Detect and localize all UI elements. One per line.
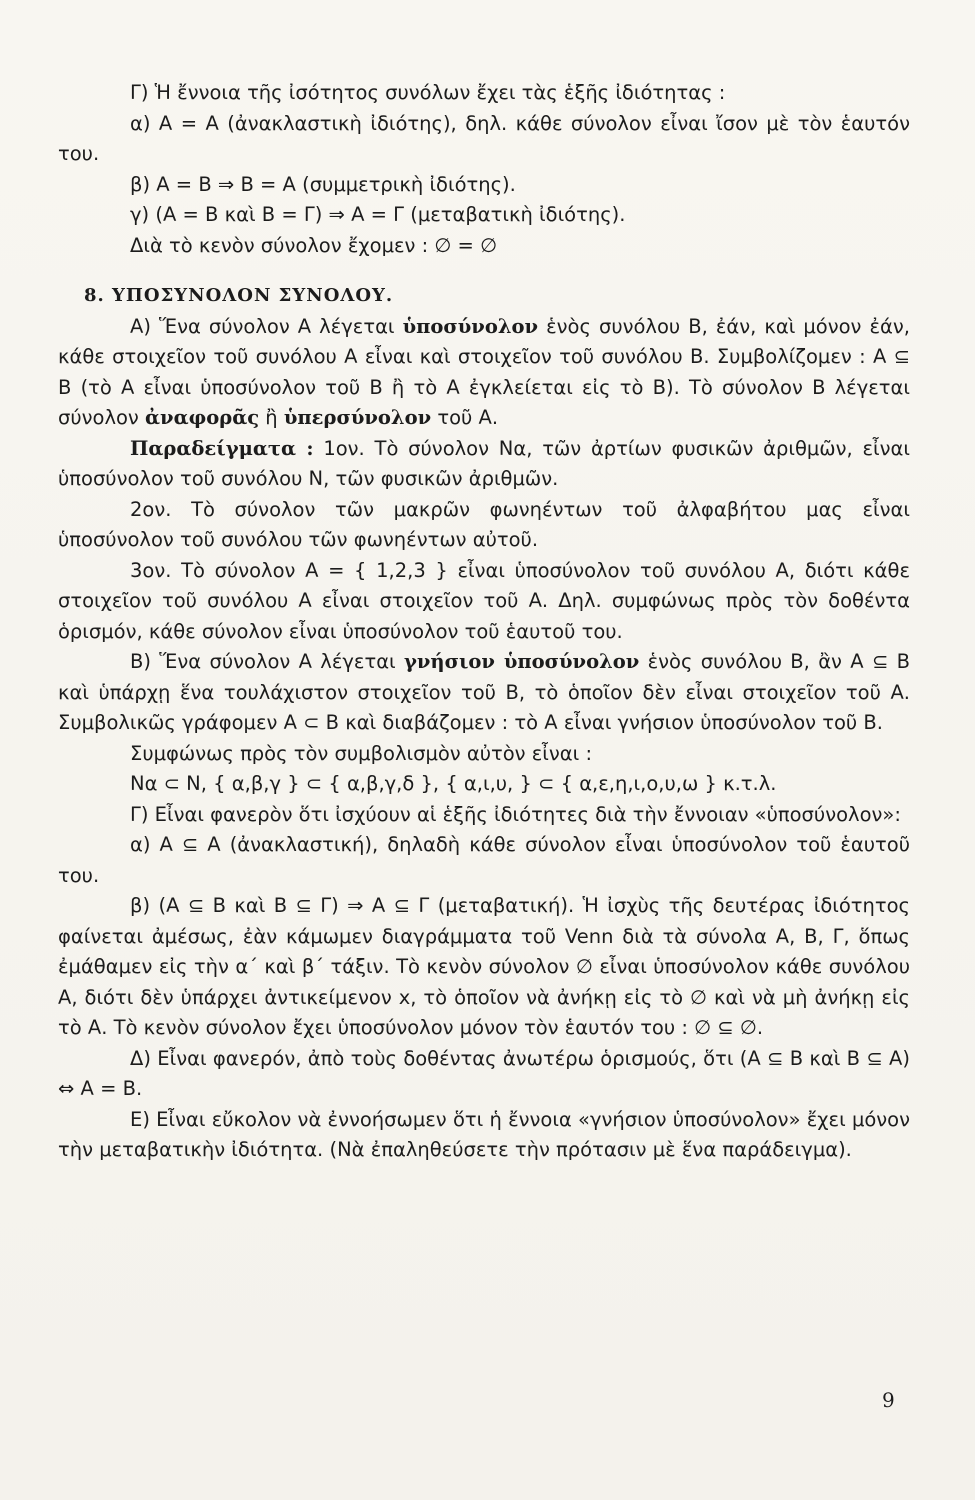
term-proper-subset: γνήσιον ὑποσύνολον bbox=[403, 650, 640, 673]
proper-subset-definition: Β) Ἕνα σύνολον Α λέγεται γνήσιον ὑποσύνολον ἑνὸς συνόλου Β, ἂν Α ⊆ Β καὶ ὑπάρχῃ ἕνα τουλάχιστον στοιχεῖον τοῦ Β, τὸ ὁποῖον δὲν εἶναι στοιχεῖον τοῦ Α. Συμβολικῶς γράφομεν Α ⊂ Β καὶ διαβάζομεν : τὸ Α εἶναι γνήσιον ὑποσύνολον τοῦ Β. bbox=[58, 650, 910, 734]
page-number: 9 bbox=[882, 1388, 895, 1412]
empty-set-equality: Διὰ τὸ κενὸν σύνολον ἔχομεν : ∅ = ∅ bbox=[130, 233, 498, 257]
example-1: Παραδείγματα : 1ον. Τὸ σύνολον Να, τῶν ἀρτίων φυσικῶν ἀριθμῶν, εἶναι ὑποσύνολον τοῦ συνόλου Ν, τῶν φυσικῶν ἀριθμῶν. bbox=[58, 436, 910, 490]
subset-definition: Α) Ἕνα σύνολον Α λέγεται ὑποσύνολον ἑνὸς συνόλου Β, ἐάν, καὶ μόνον ἐάν, κάθε στοιχεῖον τοῦ συνόλου Α εἶναι καὶ στοιχεῖον τοῦ συνόλου Β. Συμβολίζομεν : Α ⊆ Β (τὸ Α εἶναι ὑποσύνολον τοῦ Β ἢ τὸ Α ἐγκλείεται εἰς τὸ Β). Τὸ σύνολον Β λέγεται σύνολον ἀναφορᾶς ἢ ὑπερσύνολον τοῦ Α. bbox=[58, 314, 910, 429]
property-reflexive: α) Α = Α (ἀνακλαστικὴ ἰδιότης), δηλ. κάθε σύνολον εἶναι ἴσον μὲ τὸν ἑαυτόν του. bbox=[58, 111, 910, 165]
term-subset: ὑποσύνολον bbox=[402, 314, 539, 338]
term-reference: ἀναφορᾶς bbox=[145, 406, 260, 429]
proper-subset-transitivity: Ε) Εἶναι εὔκολον νὰ ἐννοήσωμεν ὅτι ἡ ἔννοια «γνήσιον ὑποσύνολον» ἔχει μόνον τὴν μεταβατικὴν ἰδιότητα. (Νὰ ἐπαληθεύσετε τὴν πρότασιν μὲ ἕνα παράδειγμα). bbox=[58, 1107, 910, 1161]
property-transitive: γ) (Α = Β καὶ Β = Γ) ⇒ Α = Γ (μεταβατικὴ ἰδιότης). bbox=[130, 203, 626, 226]
term-superset: ὑπερσύνολον bbox=[283, 406, 432, 429]
subset-reflexive: α) Α ⊆ Α (ἀνακλαστική), δηλαδὴ κάθε σύνολον εἶναι ὑποσύνολον τοῦ ἑαυτοῦ του. bbox=[58, 833, 910, 887]
notation-accord: Συμφώνως πρὸς τὸν συμβολισμὸν αὐτὸν εἶναι : bbox=[130, 741, 593, 765]
examples-label: Παραδείγματα : bbox=[130, 436, 314, 460]
equality-properties-intro: Γ) Ἡ ἔννοια τῆς ἰσότητος συνόλων ἔχει τὰς ἑξῆς ἰδιότητας : bbox=[130, 81, 726, 104]
notation-formula: Να ⊂ Ν, { α,β,γ } ⊂ { α,β,γ,δ }, { α,ι,υ, } ⊂ { α,ε,η,ι,ο,υ,ω } κ.τ.λ. bbox=[130, 772, 777, 795]
subset-equality-equivalence: Δ) Εἶναι φανερόν, ἀπὸ τοὺς δοθέντας ἀνωτέρω ὁρισμούς, ὅτι (Α ⊆ Β καὶ Β ⊆ Α) ⇔ Α = Β. bbox=[58, 1046, 910, 1100]
subset-properties-intro: Γ) Εἶναι φανερὸν ὅτι ἰσχύουν αἱ ἑξῆς ἰδιότητες διὰ τὴν ἔννοιαν «ὑποσύνολον»: bbox=[130, 802, 901, 826]
page-text bbox=[58, 78, 910, 1166]
property-symmetric: β) Α = Β ⇒ Β = Α (συμμετρικὴ ἰδιότης). bbox=[130, 172, 516, 196]
example-2: 2ον. Τὸ σύνολον τῶν μακρῶν φωνηέντων τοῦ ἀλφαβήτου μας εἶναι ὑποσύνολον τοῦ συνόλου τῶν φωνηέντων αὐτοῦ. bbox=[58, 497, 910, 551]
subset-transitive: β) (Α ⊆ Β καὶ Β ⊆ Γ) ⇒ Α ⊆ Γ (μεταβατική). Ἡ ἰσχὺς τῆς δευτέρας ἰδιότητος φαίνεται ἀμέσως, ἐὰν κάμωμεν διαγράμματα τοῦ Venn διὰ τὰ σύνολα Α, Β, Γ, ὅπως ἐμάθαμεν εἰς τὴν α΄ καὶ β΄ τάξιν. Τὸ κενὸν σύνολον ∅ εἶναι ὑποσύνολον κάθε συνόλου Α, διότι δὲν ὑπάρχει ἀντικείμενον x, τὸ ὁποῖον νὰ ἀνήκῃ εἰς τὸ ∅ καὶ νὰ μὴ ἀνήκῃ εἰς τὸ Α. Τὸ κενὸν σύνολον ἔχει ὑποσύνολον μόνον τὸν ἑαυτόν του : ∅ ⊆ ∅. bbox=[58, 894, 910, 1039]
example-3: 3ον. Τὸ σύνολον Α = { 1,2,3 } εἶναι ὑποσύνολον τοῦ συνόλου Α, διότι κάθε στοιχεῖον τοῦ συνόλου Α εἶναι στοιχεῖον τοῦ Α. Δηλ. συμφώνως πρὸς τὸν δοθέντα ὁρισμόν, κάθε σύνολον εἶναι ὑποσύνολον τοῦ ἑαυτοῦ του. bbox=[58, 558, 910, 643]
section-heading: 8. ΥΠΟΣΥΝΟΛΟΝ ΣΥΝΟΛΟΥ. bbox=[84, 285, 394, 306]
